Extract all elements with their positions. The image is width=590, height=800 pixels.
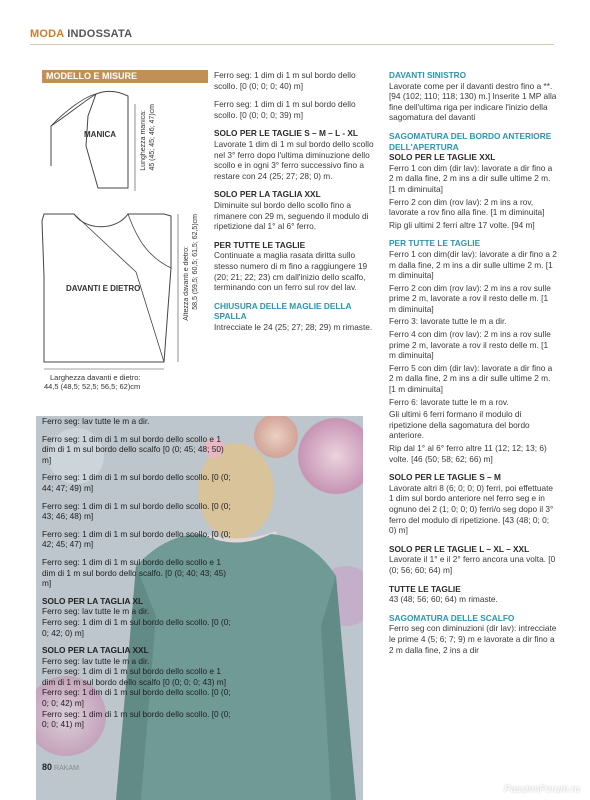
col3-heading: TUTTE LE TAGLIE — [389, 583, 461, 594]
col2-heading: SOLO PER LA TAGLIA XXL — [214, 189, 321, 200]
photo-paragraph: Ferro seg: 1 dim di 1 m sul bordo dello scollo. [0 (0; 0; 0; 41) m] — [42, 708, 231, 730]
photo-paragraph: Ferro seg: 1 dim di 1 m sul bordo dello scollo. [0 (0; 44; 47; 49) m] — [42, 472, 231, 493]
photo-paragraph: Ferro seg: 1 dim di 1 m sul bordo dello scollo. [0 (0; 43; 46; 48) m] — [42, 500, 231, 522]
col3-paragraph: Rip gli ultimi 2 ferri altre 17 volte. [94 m] — [389, 219, 535, 230]
pattern-schematic — [36, 86, 208, 391]
body-label: DAVANTI E DIETRO — [66, 284, 141, 293]
col3-paragraph: Ferro 6: lavorate tutte le m a rov. — [389, 396, 509, 407]
width-values: 44,5 (48,5; 52,5; 56,5; 62)cm — [44, 382, 141, 391]
col2-heading: PER TUTTE LE TAGLIE — [214, 239, 306, 250]
col3-paragraph: Lavorate il 1° e il 2° ferro ancora una volta. [0 (0; 56; 60; 64) m] — [389, 554, 556, 575]
col2-heading-shoulder: CHIUSURA DELLE MAGLIE DELLA SPALLA — [214, 300, 352, 322]
watermark: PassionForum.ru — [503, 784, 580, 795]
col3-paragraph: Lavorate come per il davanti destro fino a **. [94 (102; 110; 118; 130) m.] Inserite 1 MP alla fine dell'ultima riga per indicare l'inizio della sagomatura del davanti — [389, 80, 557, 123]
photo-heading: SOLO PER LA TAGLIA XL — [42, 595, 144, 606]
col3-paragraph: Gli ultimi 6 ferri formano il modulo di ripetizione della sagomatura del bordo anteriore. — [389, 409, 530, 441]
instructions-column-3 — [389, 70, 557, 663]
col2-paragraph: Ferro seg: 1 dim di 1 m sul bordo dello scollo. [0 (0; 0; 0; 40) m] — [214, 70, 356, 91]
height-values: 58,5 (59,5; 60,5; 61,5; 62,5)cm — [192, 214, 199, 310]
photo-paragraph: Ferro seg: 1 dim di 1 m sul bordo dello scollo e 1 dim di 1 m sul bordo dello scalfo [0 (0; 45; 48; 50) m] — [42, 433, 224, 465]
col2-paragraph: Diminuite sul bordo dello scollo fino a rimanere con 29 m, seguendo il modulo di ripetizione dal 1° al 6° ferro. — [214, 199, 369, 232]
width-label: Larghezza davanti e dietro: — [50, 373, 141, 382]
section-title: MODELLO E MISURE — [42, 70, 208, 83]
col3-paragraph: Ferro seg con diminuzioni (dir lav): intrecciate le prime 4 (5; 6; 7; 9) m e lavorate a dir fino a 2 m dalla fine, 2 ins a dir — [389, 623, 557, 655]
col3-paragraph: Ferro 5 con dim (dir lav): lavorate a dir fino a 2 m dalla fine, 2 m ins a dir sulle ultime 2 m. [1 m diminuita] — [389, 362, 553, 395]
header-part2: INDOSSATA — [67, 28, 133, 40]
photo-paragraph: Ferro seg: 1 dim di 1 m sul bordo dello scollo e 1 dim di 1 m sul bordo dello scalfo. [0 (0; 40; 43; 45) m] — [42, 556, 227, 589]
sleeve-length-values: 45 (45; 45; 46; 47)cm — [149, 104, 156, 171]
instructions-column-2 — [214, 70, 379, 340]
col3-paragraph: Rip dal 1° al 6° ferro altre 11 (12; 12; 13; 6) volte. [46 (50; 58; 62; 66) m] — [389, 443, 547, 464]
col3-paragraph: 43 (48; 56; 60; 64) m rimaste. — [389, 594, 498, 605]
col2-paragraph: Ferro seg: 1 dim di 1 m sul bordo dello scollo. [0 (0; 0; 0; 39) m] — [214, 99, 356, 120]
header-part1: MODA — [30, 28, 68, 40]
col3-paragraph: Ferro 2 con dim (rov lav): 2 m ins a rov, lavorate a rov fino alla fine. [1 m diminuita] — [389, 196, 545, 218]
header-divider — [30, 44, 554, 45]
photo-paragraph: Ferro seg: lav tutte le m a dir. — [42, 606, 150, 617]
section-header — [30, 28, 132, 40]
col2-paragraph: Continuate a maglia rasata diritta sullo stesso numero di m fino a raggiungere 19 (20; 21; 22; 23) cm dall'inizio dello scalfo, terminando con un ferro sul rov del lav. — [214, 250, 368, 293]
photo-heading: SOLO PER LA TAGLIA XXL — [42, 645, 149, 656]
col3-paragraph: Lavorate altri 8 (6; 0; 0; 0) ferri, poi effettuate 1 dim sul bordo anteriore nel ferro seg e in ognuno dei 2 (1; 0; 0; 0) ferri/o seg dopo il 3° ferro del modulo di ripetizione. [43 (48; 0; 0; 0) m] — [389, 482, 554, 536]
photo-paragraph: Ferro seg: lav tutte le m a dir. — [42, 416, 150, 426]
col3-heading: SAGOMATURA DEL BORDO ANTERIORE DELL'APERTURA — [389, 130, 552, 152]
col3-heading: SAGOMATURA DELLE SCALFO — [389, 612, 515, 623]
col2-paragraph: Lavorate 1 dim di 1 m sul bordo dello scollo nel 3° ferro dopo l'ultima diminuzione dello scollo e in ogni 3° ferro successivo fino a restare con 24 (25; 27; 28; 0) m. — [214, 138, 374, 181]
col2-heading: SOLO PER LE TAGLIE S – M – L - XL — [214, 128, 358, 139]
photo-paragraph: Ferro seg: lav tutte le m a dir. — [42, 655, 150, 666]
page-number — [42, 762, 79, 772]
col3-paragraph: Ferro 4 con dim (rov lav): 2 m ins a rov sulle prime 2 m, lavorate a rov il resto delle m. [1 m diminuita] — [389, 329, 551, 361]
col3-heading: SOLO PER LE TAGLIE L – XL – XXL — [389, 543, 530, 554]
col3-subheading: SOLO PER LE TAGLIE XXL — [389, 152, 496, 163]
pattern-diagram — [36, 86, 208, 391]
col3-heading: SOLO PER LE TAGLIE S – M — [389, 472, 501, 483]
photo-paragraph: Ferro seg: 1 dim di 1 m sul bordo dello scollo. [0 (0; 0; 42; 0) m] — [42, 616, 231, 638]
photo-overlay-text — [42, 416, 232, 737]
sleeve-label: MANICA — [84, 130, 116, 139]
col2-paragraph: Intrecciate le 24 (25; 27; 28; 29) m rimaste. — [214, 321, 373, 332]
col3-paragraph: Ferro 1 con dim(dir lav): lavorate a dir fino a 2 m dalla fine, 2 m ins a dir sulle ultime 2 m. [1 m diminuita] — [389, 248, 557, 281]
page-number-value: 80 — [42, 762, 53, 772]
col3-heading: PER TUTTE LE TAGLIE — [389, 238, 481, 249]
col3-paragraph: Ferro 1 con dim (dir lav): lavorate a dir fino a 2 m dalla fine, 2 m ins a dir sulle ultime 2 m. [1 m diminuita] — [389, 162, 553, 194]
photo-paragraph: Ferro seg: 1 dim di 1 m sul bordo dello scollo e 1 dim di 1 m sul bordo dello scalfo [0 (0; 0; 0; 43) m] — [42, 666, 226, 687]
col3-heading: DAVANTI SINISTRO — [389, 70, 467, 80]
sleeve-length-label: Lunghezza manica: — [140, 110, 147, 171]
col3-paragraph: Ferro 3: lavorate tutte le m a dir. — [389, 316, 507, 327]
photo-paragraph: Ferro seg: 1 dim di 1 m sul bordo dello scollo. [0 (0; 42; 45; 47) m] — [42, 528, 231, 550]
height-label: Altezza davanti e dietro: — [183, 246, 190, 321]
magazine-brand: RAKAM — [54, 765, 79, 772]
photo-paragraph: Ferro seg: 1 dim di 1 m sul bordo dello scollo. [0 (0; 0; 0; 42) m] — [42, 687, 231, 709]
col3-paragraph: Ferro 2 con dim (rov lav): 2 m ins a rov sulle prime 2 m, lavorate a rov il resto delle m. [1 m diminuita] — [389, 282, 551, 314]
